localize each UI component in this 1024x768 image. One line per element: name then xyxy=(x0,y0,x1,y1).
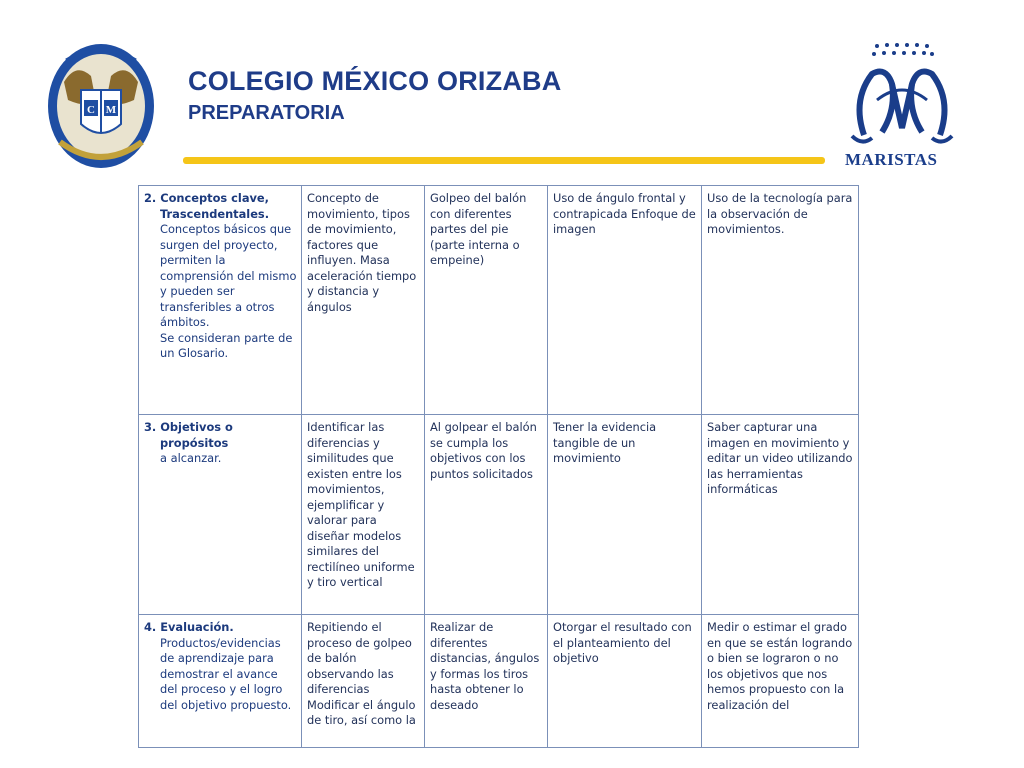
row-label xyxy=(139,615,302,748)
row-label-body: Productos/evidencias de aprendizaje para demostrar el avance del proceso y el logro del objetivo propuesto. xyxy=(160,635,292,712)
colegio-mexico-shield-icon xyxy=(46,42,156,172)
table-cell: Identificar las diferencias y similitudes que existen entre los movimientos, ejemplificar y valorar para diseñar modelos similares del rectilíneo uniforme y tiro vertical xyxy=(302,415,425,615)
colegio-mexico-logo xyxy=(46,42,156,172)
table-row xyxy=(139,615,859,748)
table-cell: Saber capturar una imagen en movimiento y editar un video utilizando las herramientas informáticas xyxy=(702,415,859,615)
svg-text:C: C xyxy=(87,104,95,116)
table-cell: Al golpear el balón se cumpla los objetivos con los puntos solicitados xyxy=(425,415,548,615)
maristas-monogram-icon xyxy=(842,40,972,150)
row-label-body: Conceptos básicos que surgen del proyecto, permiten la comprensión del mismo y pueden ser transferibles a otros ámbitos. Se consideran parte de un Glosario. xyxy=(160,222,297,360)
table-cell: Uso de la tecnología para la observación de movimientos. xyxy=(702,186,859,415)
page-title: COLEGIO MÉXICO ORIZABA xyxy=(188,66,562,96)
header-divider xyxy=(183,157,825,164)
table-cell: Medir o estimar el grado en que se están logrando o bien se lograron o no los objetivos que nos hemos propuesto con la realización del xyxy=(702,615,859,748)
row-label-body: a alcanzar. xyxy=(160,451,222,465)
row-label xyxy=(139,186,302,415)
table-cell: Repitiendo el proceso de golpeo de balón observando las diferencias Modificar el ángulo de tiro, así como la xyxy=(302,615,425,748)
table-cell: Otorgar el resultado con el planteamiento del objetivo xyxy=(548,615,702,748)
table-cell: Tener la evidencia tangible de un movimiento xyxy=(548,415,702,615)
maristas-brand-text: MARISTAS xyxy=(845,150,938,169)
page-subtitle: PREPARATORIA xyxy=(188,102,345,124)
rubric-table xyxy=(138,185,859,748)
table-cell: Concepto de movimiento, tipos de movimiento, factores que influyen. Masa aceleración tiempo y distancia y ángulos xyxy=(302,186,425,415)
header xyxy=(188,66,561,126)
row-label-title-2: propósitos xyxy=(160,435,229,450)
row-label-title: 3. Objetivos o xyxy=(144,420,233,434)
row-label xyxy=(139,415,302,615)
table-cell: Realizar de diferentes distancias, ángulos y formas los tiros hasta obtener lo deseado xyxy=(425,615,548,748)
table-row xyxy=(139,186,859,415)
row-label-title: 4. Evaluación. xyxy=(144,620,234,634)
table-cell: Golpeo del balón con diferentes partes del pie (parte interna o empeine) xyxy=(425,186,548,415)
svg-text:M: M xyxy=(105,104,117,116)
table-row xyxy=(139,415,859,615)
table-cell: Uso de ángulo frontal y contrapicada Enfoque de imagen xyxy=(548,186,702,415)
row-label-title-2: Trascendentales. xyxy=(160,206,270,221)
row-label-title: 2. Conceptos clave, xyxy=(144,191,269,205)
